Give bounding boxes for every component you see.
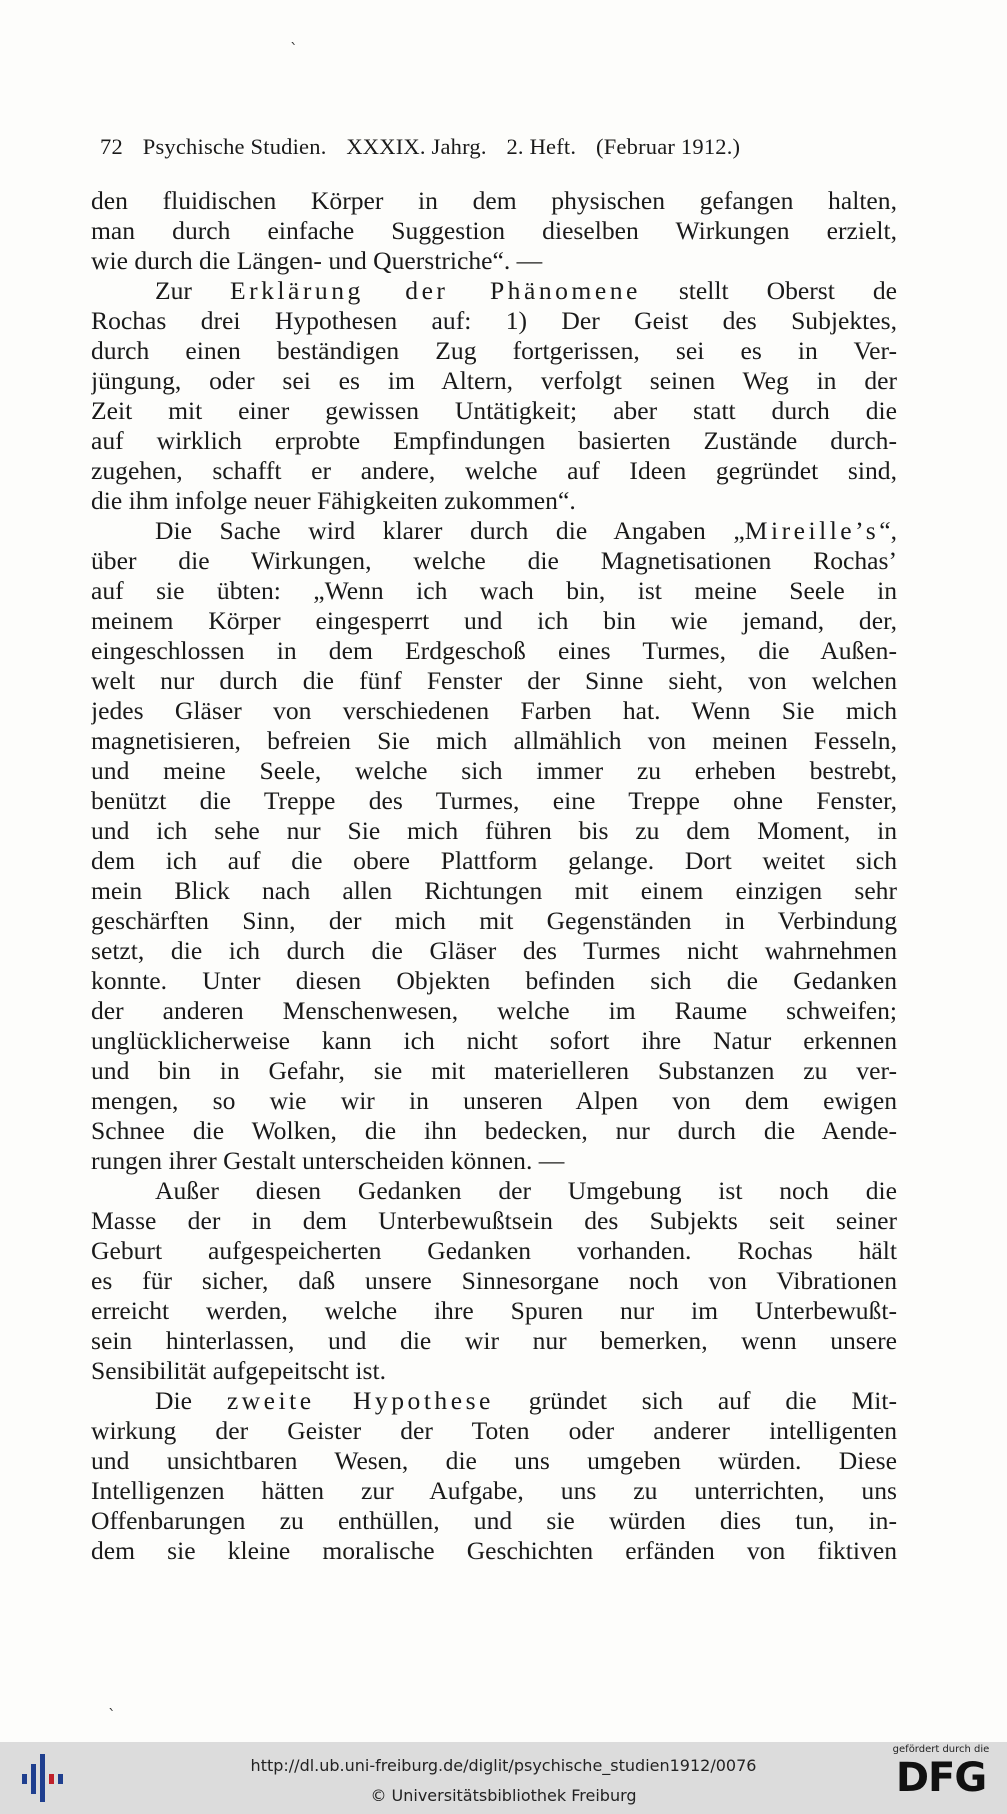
text-line [91,426,897,456]
scan-speck: ` [290,40,298,59]
text-line [91,606,897,636]
line-text: erreicht werden, welche ihre Spuren nur im Unterbewußt- [91,1296,897,1325]
text-line [91,246,897,276]
body-text [91,186,897,1566]
line-text: wirkung der Geister der Toten oder anderer intelligenten [91,1416,897,1445]
line-text: rungen ihrer Gestalt unterscheiden können. — [91,1146,565,1175]
text-line [91,726,897,756]
line-text: die ihm infolge neuer Fähigkeiten zukommen“. [91,486,576,515]
line-text: jedes Gläser von verschiedenen Farben hat. Wenn Sie mich [91,696,897,725]
text-line [91,516,897,546]
scan-speck: ` [108,1706,116,1725]
line-text: Geburt aufgespeicherten Gedanken vorhanden. Rochas hält [91,1236,897,1265]
volume: XXXIX. Jahrg. [346,134,487,159]
text-line [91,906,897,936]
line-text: geschärften Sinn, der mich mit Gegenständen in Verbindung [91,906,897,935]
line-text: und unsichtbaren Wesen, die uns umgeben würden. Diese [91,1446,897,1475]
line-text: Sensibilität aufgepeitscht ist. [91,1356,386,1385]
line-text: meinem Körper eingesperrt und ich bin wie jemand, der, [91,606,897,635]
text-line [91,756,897,786]
text-line [91,336,897,366]
line-text: Die [155,1386,227,1415]
text-line [91,1146,897,1176]
issue: 2. Heft. [506,134,577,159]
text-line [91,1326,897,1356]
copyright-notice: © Universitätsbibliothek Freiburg [370,1786,637,1805]
page-number: 72 [100,134,123,159]
text-line [91,1236,897,1266]
text-line [91,1086,897,1116]
line-text: man durch einfache Suggestion dieselben Wirkungen erzielt, [91,216,897,245]
spaced-emphasis: zweite Hypothese [226,1386,494,1415]
text-line [91,1506,897,1536]
line-text: auf wirklich erprobte Empfindungen basierten Zustände durch- [91,426,897,455]
text-line [91,936,897,966]
text-line [91,696,897,726]
text-line [91,1176,897,1206]
text-line [91,576,897,606]
text-line [91,186,897,216]
line-text: es für sicher, daß unsere Sinnesorgane noch von Vibrationen [91,1266,897,1295]
text-line [91,276,897,306]
running-header [100,134,900,160]
text-line [91,1536,897,1566]
line-text: gründet sich auf die Mit- [493,1386,897,1415]
line-text: über die Wirkungen, welche die Magnetisationen Rochas’ [91,546,897,575]
line-text: Zur [155,276,230,305]
line-text: magnetisieren, befreien Sie mich allmählich von meinen Fesseln, [91,726,897,755]
line-text: wie durch die Längen- und Querstriche“. — [91,246,543,275]
spaced-emphasis: Mireille’s [744,516,880,545]
text-line [91,1116,897,1146]
text-line [91,636,897,666]
line-text: Offenbarungen zu enthüllen, und sie würden dies tun, in- [91,1506,897,1535]
line-text: Schnee die Wolken, die ihn bedecken, nur durch die Aende- [91,1116,897,1145]
text-line [91,456,897,486]
text-line [91,666,897,696]
line-text: und ich sehe nur Sie mich führen bis zu dem Moment, in [91,816,897,845]
source-url[interactable]: http://dl.ub.uni-freiburg.de/diglit/psychische_studien1912/0076 [250,1756,757,1775]
text-line [91,1446,897,1476]
text-line [91,216,897,246]
line-text: konnte. Unter diesen Objekten befinden sich die Gedanken [91,966,897,995]
text-line [91,1416,897,1446]
text-line [91,1476,897,1506]
line-text: unglücklicherweise kann ich nicht sofort ihre Natur erkennen [91,1026,897,1055]
line-text: der anderen Menschenwesen, welche im Raume schweifen; [91,996,897,1025]
text-line [91,816,897,846]
line-text: dem sie kleine moralische Geschichten erfänden von fiktiven [91,1536,897,1565]
text-line [91,1356,897,1386]
line-text: stellt Oberst de [640,276,897,305]
dfg-logo [885,1744,997,1812]
line-text: sein hinterlassen, und die wir nur bemerken, wenn unsere [91,1326,897,1355]
footer-bar [0,1742,1007,1814]
text-line [91,1026,897,1056]
spaced-emphasis: Erklärung der Phänomene [229,276,641,305]
text-line [91,486,897,516]
line-text: welt nur durch die fünf Fenster der Sinne sieht, von welchen [91,666,897,695]
line-text: mengen, so wie wir in unseren Alpen von dem ewigen [91,1086,897,1115]
journal-title: Psychische Studien. [142,134,327,159]
line-text: jüngung, oder sei es im Altern, verfolgt seinen Weg in der [91,366,897,395]
text-line [91,1206,897,1236]
text-line [91,1296,897,1326]
text-line [91,306,897,336]
text-line [91,396,897,426]
line-text: eingeschlossen in dem Erdgeschoß eines Turmes, die Außen- [91,636,897,665]
line-text: benützt die Treppe des Turmes, eine Treppe ohne Fenster, [91,786,897,815]
line-text: durch einen beständigen Zug fortgerissen, sei es in Ver- [91,336,897,365]
text-line [91,996,897,1026]
line-text: setzt, die ich durch die Gläser des Turmes nicht wahrnehmen [91,936,897,965]
line-text: dem ich auf die obere Plattform gelange. Dort weitet sich [91,846,897,875]
text-line [91,1056,897,1086]
text-line [91,1266,897,1296]
line-text: den fluidischen Körper in dem physischen gefangen halten, [91,186,897,215]
line-text: mein Blick nach allen Richtungen mit einem einzigen sehr [91,876,897,905]
line-text: auf sie übten: „Wenn ich wach bin, ist meine Seele in [91,576,897,605]
line-text: und bin in Gefahr, sie mit materielleren Substanzen zu ver- [91,1056,897,1085]
text-line [91,786,897,816]
dfg-logo-icon: DFG [895,1755,987,1801]
text-line [91,546,897,576]
text-line [91,1386,897,1416]
line-text: “, [879,516,897,545]
line-text: Rochas drei Hypothesen auf: 1) Der Geist des Subjektes, [91,306,897,335]
line-text: Die Sache wird klarer durch die Angaben „ [155,516,745,545]
text-line [91,366,897,396]
text-line [91,966,897,996]
text-line [91,846,897,876]
line-text: Intelligenzen hätten zur Aufgabe, uns zu unterrichten, uns [91,1476,897,1505]
line-text: zugehen, schafft er andere, welche auf Ideen gegründet sind, [91,456,897,485]
text-line [91,876,897,906]
date: (Februar 1912.) [596,134,741,159]
line-text: und meine Seele, welche sich immer zu erheben bestrebt, [91,756,897,785]
line-text: Außer diesen Gedanken der Umgebung ist noch die [155,1176,897,1205]
line-text: Masse der in dem Unterbewußtsein des Subjekts seit seiner [91,1206,897,1235]
funder-caption: gefördert durch die [892,1744,990,1755]
line-text: Zeit mit einer gewissen Untätigkeit; aber statt durch die [91,396,897,425]
